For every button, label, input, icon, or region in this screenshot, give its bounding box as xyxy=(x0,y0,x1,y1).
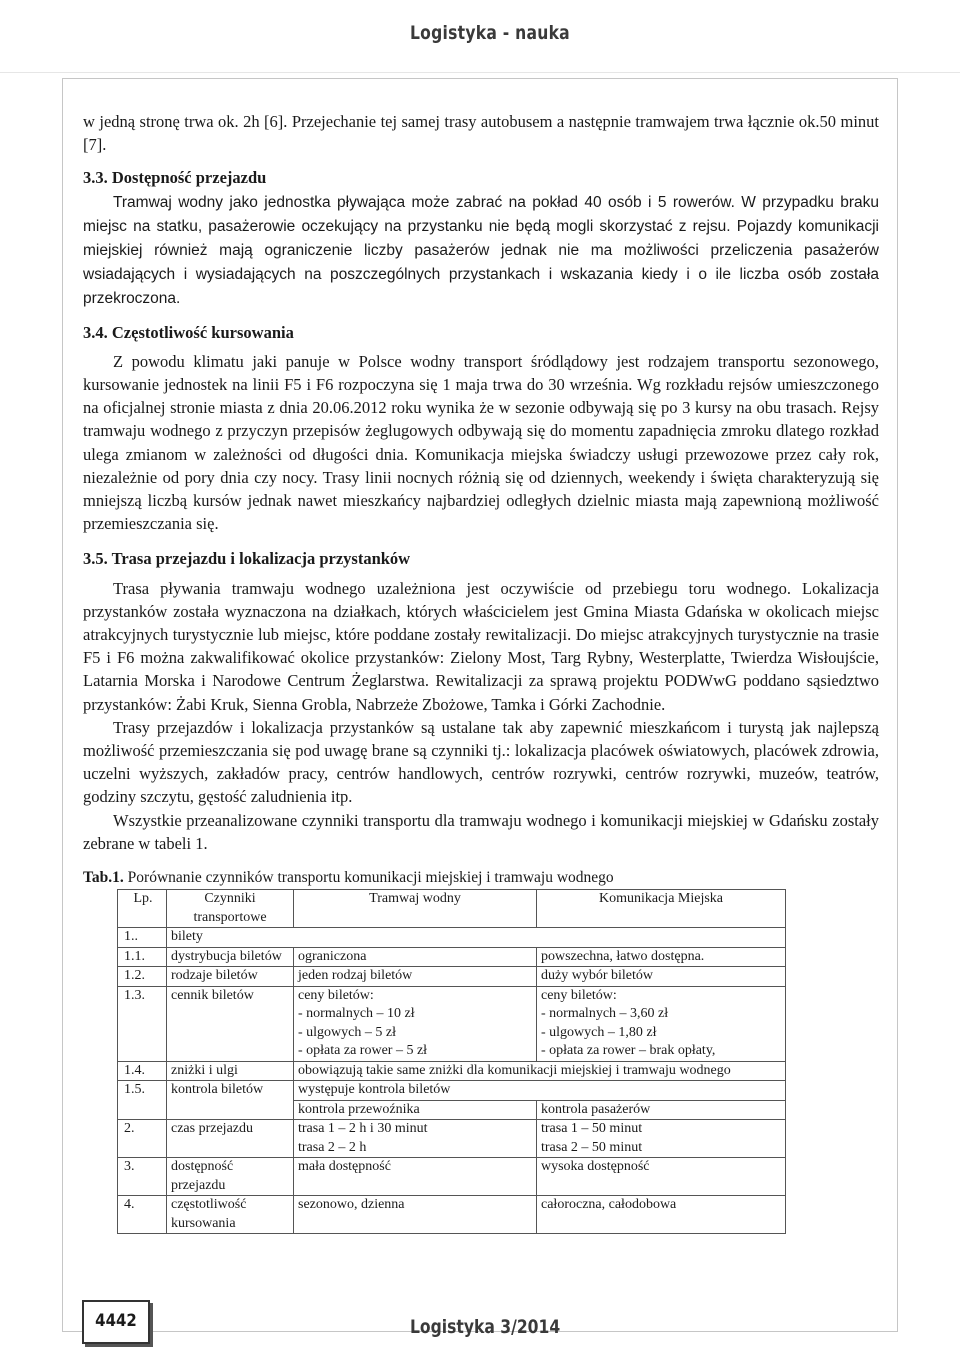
section-3-4-heading: 3.4. Częstotliwość kursowania xyxy=(83,322,294,342)
price-line: - normalnych – 10 zł xyxy=(298,1006,415,1022)
price-line: - ulgowych – 5 zł xyxy=(298,1024,396,1040)
table-row xyxy=(118,1081,786,1101)
journal-section-title: Logistyka - nauka xyxy=(410,22,570,44)
table-row xyxy=(118,1158,786,1196)
cell-factor: częstotliwość kursowania xyxy=(167,1196,294,1234)
cell-city xyxy=(537,1120,786,1158)
intro-paragraph: w jedną stronę trwa ok. 2h [6]. Przejechanie tej samej trasy autobusem a następnie tramwajem trwa łącznie ok.50 minut [7]. xyxy=(83,112,879,155)
table-row xyxy=(118,967,786,987)
cell-lp: 2. xyxy=(118,1120,167,1158)
cell-tram: kontrola przewoźnika xyxy=(294,1100,537,1120)
table-row xyxy=(118,928,786,948)
page-header xyxy=(0,0,960,73)
section-3-5-paragraph-3: Wszystkie przeanalizowane czynniki transportu dla tramwaju wodnego i komunikacji miejskiej w Gdańsku zostały zebrane w tabeli 1. xyxy=(83,810,879,853)
article-body xyxy=(83,110,879,1234)
table-row xyxy=(118,1196,786,1234)
section-3-4-paragraph: Z powodu klimatu jaki panuje w Polsce wodny transport śródlądowy jest rodzajem transportu sezonowego, kursowanie jednostek na linii F5 i F6 rozpoczyna się 1 maja trwa do 30 września. Wg rozkładu rejsów umieszczonego na oficjalnej stronie miasta z dnia 20.06.2012 roku wynika że w sezonie odbywają się po 3 kursy na obu trasach. Rejsy tramwaju wodnego z przyczyn przepisów żeglugowych odbywają się do momentu zapadnięcia zmroku dlatego rozkład ulega zmianom w zależności od długości dnia. Komunikacja miejska świadczy usługi przewozowe przez cały rok, niezależnie od pory dnia czy nocy. Trasy linii nocnych różnią się od dziennych, weekendy i święta charakteryzują się mniejszą liczbą kursów jednak nawet mieszkańcy najbardziej odległych dzielnic miasta mają zapewnioną możliwość przemieszczania się. xyxy=(83,351,879,534)
price-line: - opłata za rower – 5 zł xyxy=(298,1043,428,1059)
cell-city: całoroczna, całodobowa xyxy=(537,1196,786,1234)
table-caption xyxy=(83,869,879,887)
price-line: - opłata za rower – brak opłaty, xyxy=(541,1043,716,1059)
cell-city xyxy=(537,986,786,1061)
cell-tram: sezonowo, dzienna xyxy=(294,1196,537,1234)
cell-lp: 4. xyxy=(118,1196,167,1234)
table-caption-label: Tab.1. xyxy=(83,869,124,887)
cell-factor: rodzaje biletów xyxy=(167,967,294,987)
section-3-5-paragraph-2: Trasy przejazdów i lokalizacja przystanków są ustalane tak aby zapewnić mieszkańcom i turystą jak najlepszą możliwość przemieszczania się pod uwagę brane są czynniki tj.: lokalizacja placówek oświatowych, placówek zdrowia, uczelni wyższych, zakładów pracy, centrów handlowych, centrów rozrywki, centrów rozrywki, muzeów, teatrów, godziny szczytu, gęstość zaludnienia itp. xyxy=(83,717,879,807)
section-3-3-paragraph xyxy=(83,190,879,311)
cell-city: kontrola pasażerów xyxy=(537,1100,786,1120)
cell-tram xyxy=(294,1120,537,1158)
cell-lp: 1.4. xyxy=(118,1061,167,1081)
header-city: Komunikacja Miejska xyxy=(537,890,786,928)
header-lp: Lp. xyxy=(118,890,167,928)
cell-factor: zniżki i ulgi xyxy=(167,1061,294,1081)
section-3-5-heading: 3.5. Trasa przejazdu i lokalizacja przystanków xyxy=(83,549,411,569)
comparison-table xyxy=(117,889,786,1234)
cell-tram: jeden rodzaj biletów xyxy=(294,967,537,987)
duration-line: trasa 1 – 50 minut xyxy=(541,1121,643,1137)
cell-city: wysoka dostępność xyxy=(537,1158,786,1196)
cell-lp: 3. xyxy=(118,1158,167,1196)
cell-city: powszechna, łatwo dostępna. xyxy=(537,947,786,967)
table-row xyxy=(118,1120,786,1158)
section-3-3-text-a: Tramwaj wodny jako jednostka pływająca może zabrać na pokład 40 osób i 5 rowerów. W przypadku braku miejsc na statku, pasażerowie oczekujący na przystanku nie będą mogli skorzystać z rejsu. xyxy=(83,193,879,235)
duration-line: trasa 2 – 50 minut xyxy=(541,1139,643,1155)
section-3-5-paragraph-1: Trasa pływania tramwaju wodnego uzależniona jest oczywiście od przebiegu toru wodnego. Lokalizacja przystanków została wyznaczona na działkach, których właścicielem jest Gmina Miasta Gdańska w okolicach miejsc atrakcyjnych turystycznie lub miejsc, które poddane zostały rewitalizacji. Do miejsc atrakcyjnych turystycznie na trasie F5 i F6 można zakwalifikować okolice przystanków: Zielony Most, Targ Rybny, Westerplatte, Twierdza Wisłoujście, Latarnia Morska i Narodowe Centrum Żeglarstwa. Rewitalizacji za sprawą projektu PODWwG poddano sąsiedztwo przystanków: Żabi Kruk, Sienna Grobla, Nabrzeże Zbożowe, Tamka i Górki Zachodnie. xyxy=(83,578,879,714)
duration-line: trasa 1 – 2 h i 30 minut xyxy=(298,1121,428,1137)
price-line: ceny biletów: xyxy=(541,987,617,1003)
journal-issue: Logistyka 3/2014 xyxy=(410,1316,561,1338)
cell-lp: 1.3. xyxy=(118,986,167,1061)
duration-line: trasa 2 – 2 h xyxy=(298,1139,367,1155)
cell-factor: dystrybucja biletów xyxy=(167,947,294,967)
table-header-row xyxy=(118,890,786,928)
section-3-3-heading: 3.3. Dostępność przejazdu xyxy=(83,168,267,188)
cell-lp: 1.5. xyxy=(118,1081,167,1120)
page-number: 4442 xyxy=(95,1311,137,1331)
cell-factor: cennik biletów xyxy=(167,986,294,1061)
table-row xyxy=(118,986,786,1061)
table-caption-text: Porównanie czynników transportu komunikacji miejskiej i tramwaju wodnego xyxy=(123,869,614,887)
price-line: - normalnych – 3,60 zł xyxy=(541,1006,669,1022)
cell-city: duży wybór biletów xyxy=(537,967,786,987)
page-number-box xyxy=(82,1300,150,1344)
cell-shared: obowiązują takie same zniżki dla komunikacji miejskiej i tramwaju wodnego xyxy=(294,1061,786,1081)
cell-factor: dostępność przejazdu xyxy=(167,1158,294,1196)
price-line: ceny biletów: xyxy=(298,987,374,1003)
cell-lp: 1.. xyxy=(118,928,167,948)
cell-shared: występuje kontrola biletów xyxy=(294,1081,786,1101)
price-line: - ulgowych – 1,80 zł xyxy=(541,1024,657,1040)
header-factors: Czynniki transportowe xyxy=(167,890,294,928)
header-tram: Tramwaj wodny xyxy=(294,890,537,928)
cell-tram: ograniczona xyxy=(294,947,537,967)
table-row xyxy=(118,947,786,967)
table-row xyxy=(118,1061,786,1081)
cell-tram xyxy=(294,986,537,1061)
section-3-3-text-b: Pojazdy komunikacji miejskiej również mają ograniczenie liczby pasażerów jednak nie ma możliwości przeliczenia pasażerów wsiadających i wysiadających na poszczególnych przystankach i wskazania kiedy i o ile liczba osób została przekroczona. xyxy=(83,217,879,308)
cell-factor: czas przejazdu xyxy=(167,1120,294,1158)
cell-lp: 1.1. xyxy=(118,947,167,967)
cell-tram: mała dostępność xyxy=(294,1158,537,1196)
cell-lp: 1.2. xyxy=(118,967,167,987)
cell-factor: bilety xyxy=(167,928,786,948)
cell-factor: kontrola biletów xyxy=(167,1081,294,1120)
